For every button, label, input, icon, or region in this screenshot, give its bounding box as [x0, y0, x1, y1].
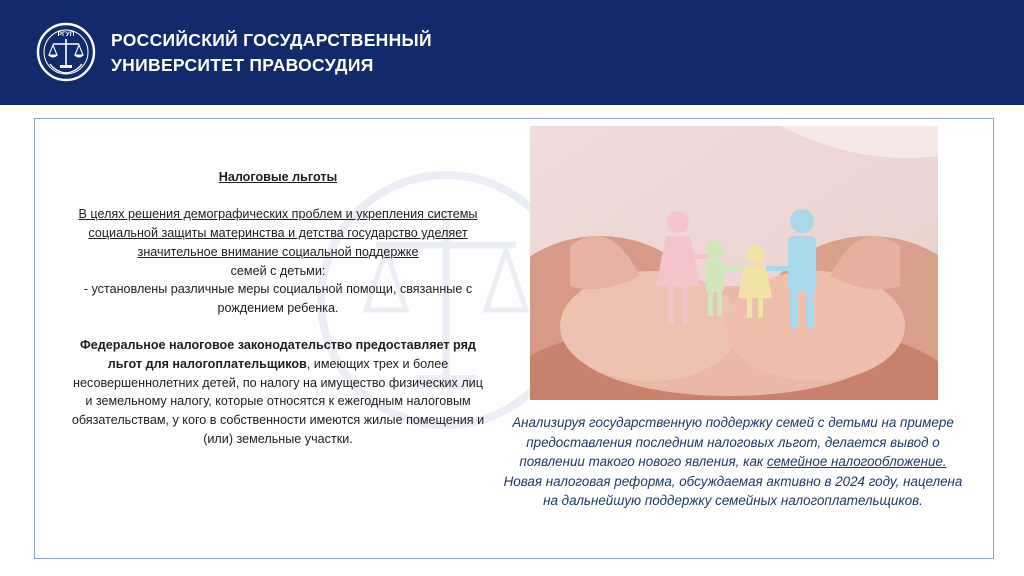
header-bar	[0, 0, 1024, 105]
family-taxation-term: семейное налогообложение.	[766, 454, 947, 470]
family-in-hands-photo	[530, 126, 938, 400]
university-logo-icon	[36, 22, 96, 82]
svg-text:РГУП: РГУП	[57, 31, 75, 38]
bullet-text: - установлены различные меры социальной помощи, связанные с рождением ребенка.	[83, 282, 473, 315]
conclusion-part1: Анализируя государственную поддержку семей с детьми на примере предоставления последним налоговых льгот, делается вывод о появлении такого нового явления, как	[512, 415, 954, 470]
conclusion-text	[503, 413, 963, 511]
section-heading: Налоговые льготы	[218, 170, 338, 184]
federal-law-text: , имеющих трех и более несовершеннолетних детей, по налогу на имущество физических лиц и земельному налогу, которые относятся к ежегодным налоговым обязательствам, у кого в собственности имеются жилые помещения и (или) земельные участки.	[71, 357, 485, 446]
conclusion-part2: Новая налоговая реформа, обсуждаемая активно в 2024 году, нацелена на дальнейшую поддержку семейных налогоплательщиков.	[503, 473, 963, 509]
federal-law-bold-text: Федеральное налоговое законодательство предоставляет ряд льгот для налогоплательщиков	[80, 338, 476, 371]
university-name-line1: РОССИЙСКИЙ ГОСУДАРСТВЕННЫЙ	[111, 30, 432, 50]
intro-underlined-text: В целях решения демографических проблем и укрепления системы социальной защиты материнства и детства государство уделяет значительное внимание социальной поддержке	[78, 207, 478, 259]
intro-rest-text: семей с детьми:	[230, 263, 326, 278]
university-name-line2: УНИВЕРСИТЕТ ПРАВОСУДИЯ	[111, 55, 374, 75]
tax-benefits-text	[68, 168, 488, 449]
